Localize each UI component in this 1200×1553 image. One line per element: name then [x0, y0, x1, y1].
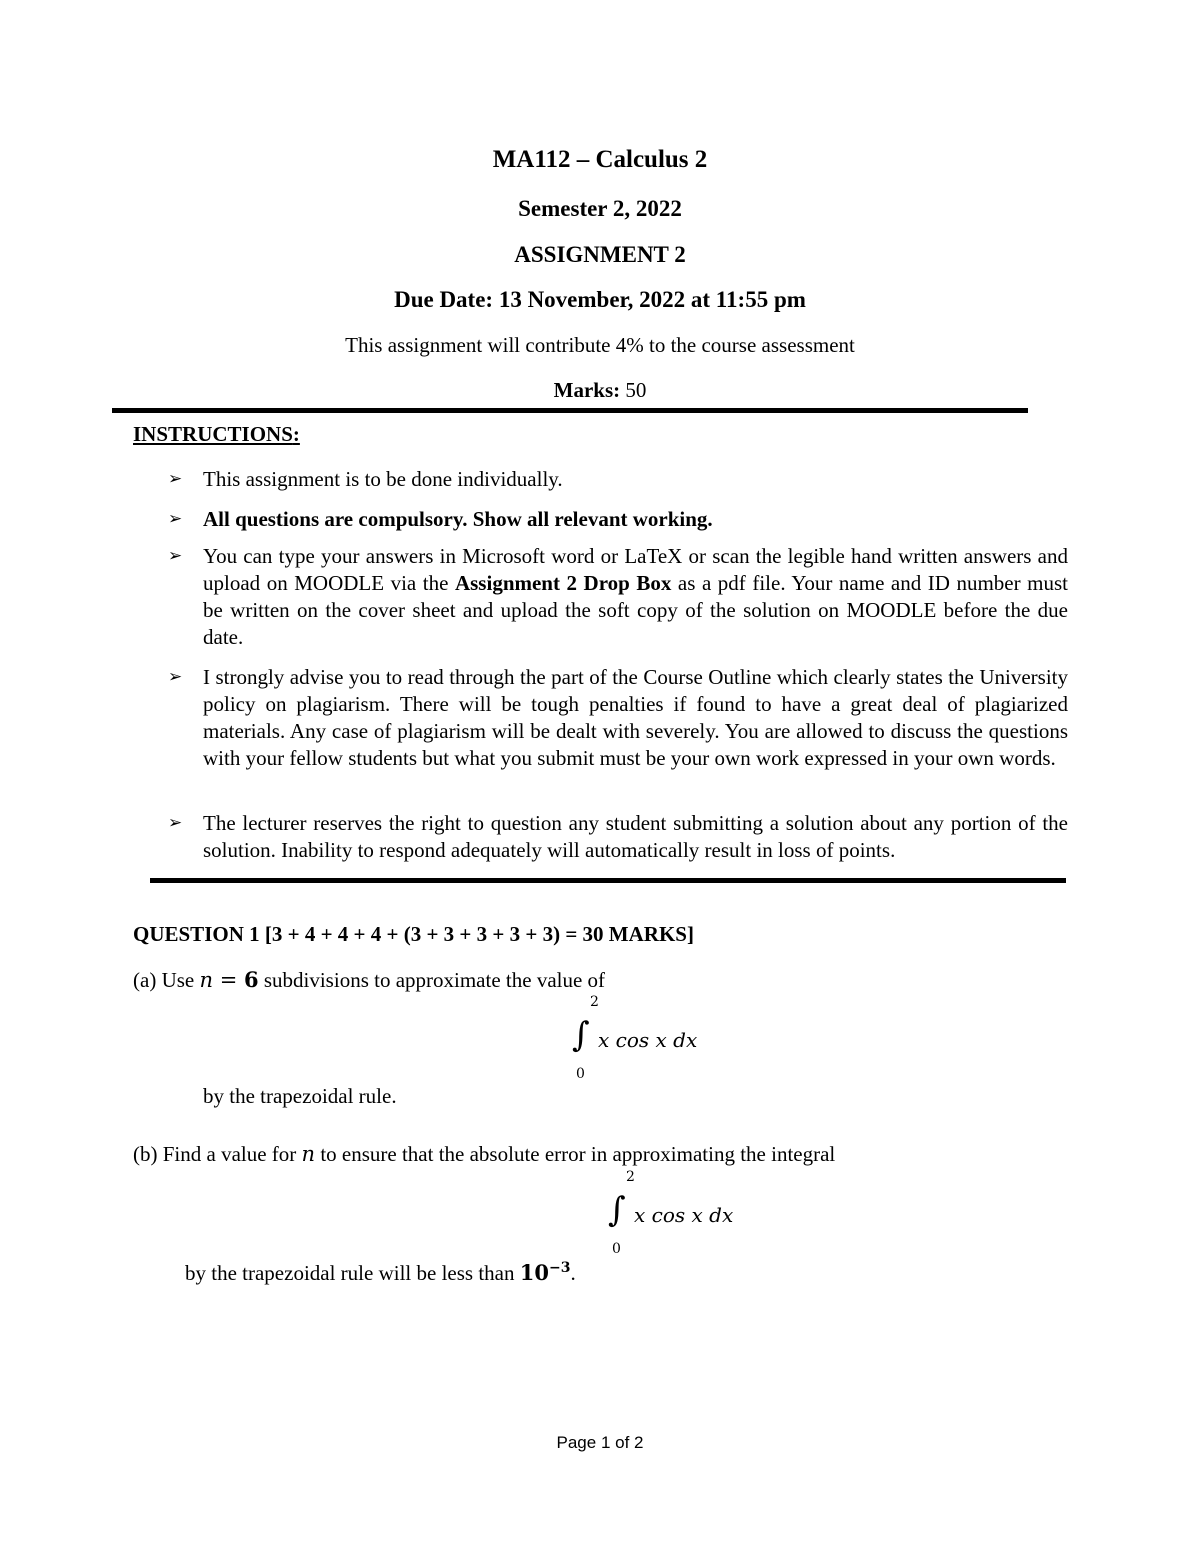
question-1b: (b) Find a value for n to ensure that the absolute error in approximating the integral: [133, 1142, 836, 1166]
semester: Semester 2, 2022: [518, 196, 682, 221]
arrow-bullet-icon: ➢: [168, 509, 183, 529]
instruction-item: ➢ This assignment is to be done individually.: [168, 467, 563, 491]
arrow-bullet-icon: ➢: [168, 469, 183, 489]
integral-b: 2 ∫ 0 x cos x dx: [608, 1169, 734, 1257]
question-1a-tail: by the trapezoidal rule.: [203, 1084, 397, 1108]
instruction-item: ➢ I strongly advise you to read through the part of the Course Outline which clearly states the University policy on plagiarism. There will be tough penalties if found to have a great deal of plagiarized materials. Any case of plagiarism will be dealt with severely. You are allowed to discuss the questions with your fellow students but what you submit must be your own work expressed in your own words.: [168, 665, 1068, 770]
assignment-title: ASSIGNMENT 2: [514, 242, 686, 267]
course-title: MA112 – Calculus 2: [492, 146, 708, 173]
top-divider: [112, 408, 1028, 413]
arrow-bullet-icon: ➢: [168, 546, 183, 566]
arrow-bullet-icon: ➢: [168, 813, 183, 833]
question-1a: (a) Use n = 6 subdivisions to approximate the value of: [133, 967, 606, 992]
instruction-item: ➢ You can type your answers in Microsoft word or LaTeX or scan the legible hand written answers and upload on MOODLE via the Assignment 2 Drop Box as a pdf file. Your name and ID number must be written on the cover sheet and upload the soft copy of the solution on MOODLE before the due date.: [168, 544, 1069, 649]
marks-value: 50: [625, 378, 647, 402]
arrow-bullet-icon: ➢: [168, 667, 183, 687]
instruction-item: ➢ The lecturer reserves the right to question any student submitting a solution about any portion of the solution. Inability to respond adequately will automatically result in loss of points.: [168, 811, 1068, 862]
instructions-heading: INSTRUCTIONS:: [133, 422, 300, 446]
page-number: Page 1 of 2: [556, 1433, 644, 1452]
contribution-note: This assignment will contribute 4% to the course assessment: [345, 333, 855, 357]
question-1b-tail: by the trapezoidal rule will be less than $10^{-3}$.: [185, 1260, 576, 1285]
bottom-divider: [150, 878, 1066, 883]
marks: [0, 378, 1200, 403]
question-1-heading: QUESTION 1 [3 + 4 + 4 + 4 + (3 + 3 + 3 + 3 + 3) = 30 MARKS]: [133, 922, 694, 946]
integral-a: 2 ∫ 0 x cos x dx: [572, 994, 698, 1082]
instruction-item: ➢ All questions are compulsory. Show all relevant working.: [168, 507, 713, 531]
marks-label: Marks:: [553, 378, 621, 402]
due-date: Due Date: 13 November, 2022 at 11:55 pm: [394, 287, 806, 312]
